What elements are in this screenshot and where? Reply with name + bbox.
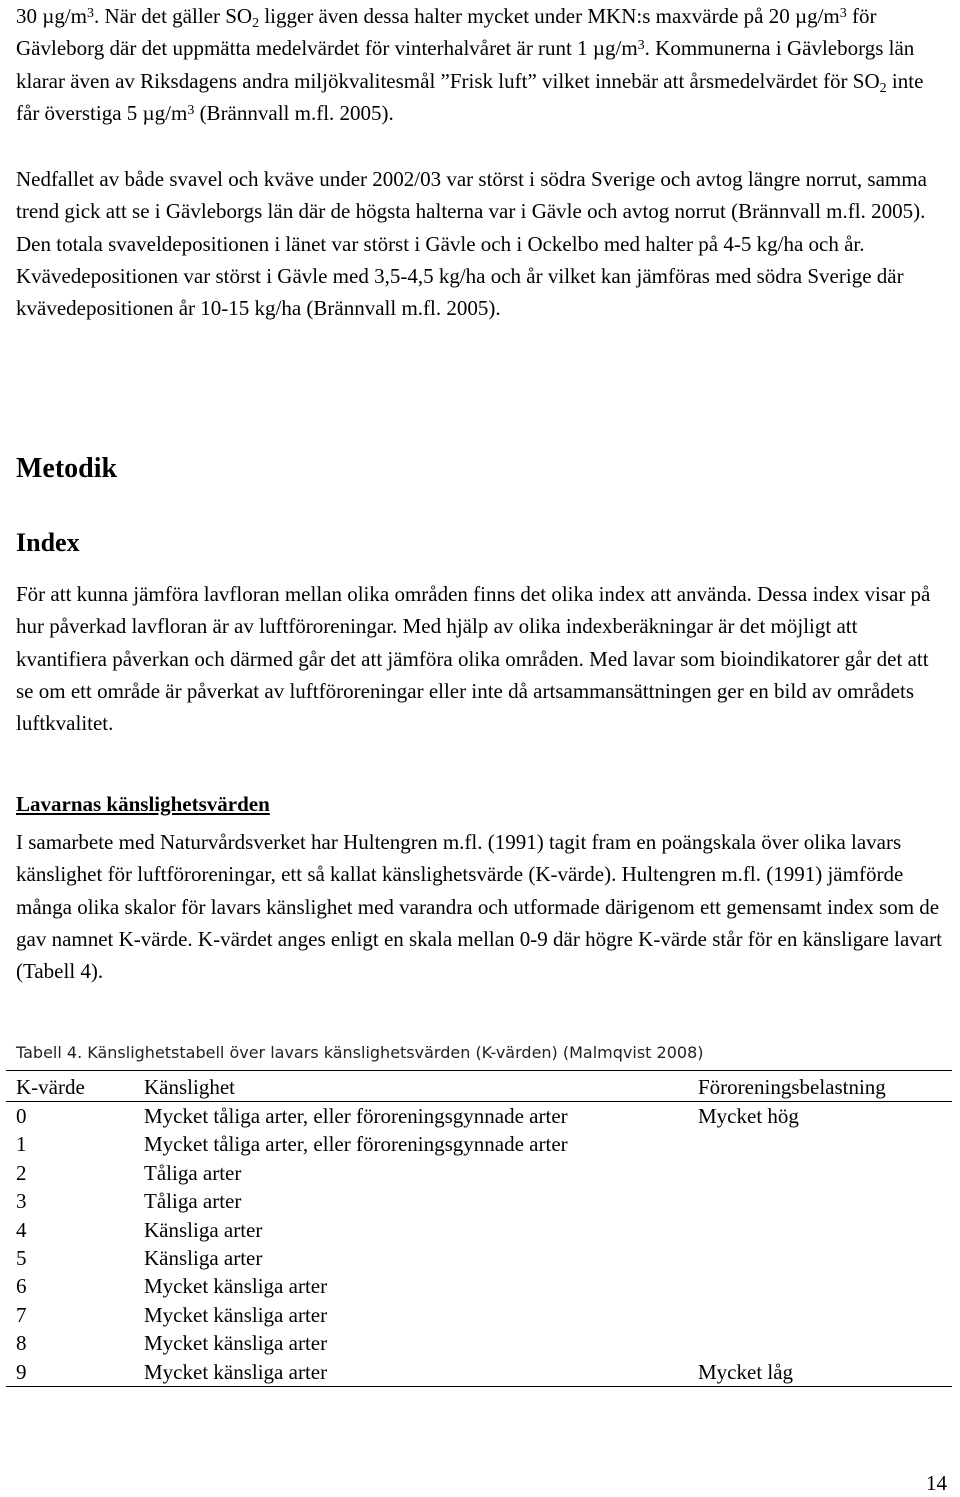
table-caption: Tabell 4. Känslighetstabell över lavars känslighetsvärden (K-värden) (Malmqvist 2008) — [16, 1043, 704, 1062]
cell-sensitivity: Mycket tåliga arter, eller föroreningsgynnade arter — [144, 1132, 568, 1157]
table-row — [6, 1159, 952, 1187]
table-row — [6, 1329, 952, 1357]
cell-sensitivity: Känsliga arter — [144, 1217, 263, 1242]
cell-k-value: 0 — [16, 1104, 27, 1128]
table-row — [6, 1130, 952, 1158]
cell-pollution-load: Mycket hög — [698, 1104, 799, 1128]
table-row — [6, 1301, 952, 1329]
paragraph-k-value: I samarbete med Naturvårdsverket har Hultengren m.fl. (1991) tagit fram en poängskala över olika lavars känslighet för luftföroreningar, ett så kallat känslighetsvärde (K-värde). Hultengren m.fl. (1991) jämförde många olika skalor för lavars känslighet med varandra och utformade därigenom ett gemensamt index som de gav namnet K-värde. K-värdet anges enligt en skala mellan 0-9 där högre K-värde står för en känsligare lavart (Tabell 4). — [16, 830, 942, 984]
paragraph-index: För att kunna jämföra lavfloran mellan olika områden finns det olika index att använda. Dessa index visar på hur påverkad lavfloran är av luftföroreningar. Med hjälp av olika indexberäkningar är det möjligt att kvantifiera påverkan och därmed går det att jämföra olika områden. Med lavar som bioindikatorer går det att se om ett område är påverkat av luftföroreningar eller inte då artsammansättningen ger en bild av områdets luftkvalitet. — [16, 582, 931, 736]
table-header-row — [6, 1071, 952, 1102]
heading-metodik: Metodik — [16, 453, 118, 484]
heading-lavarnas: Lavarnas känslighetsvärden — [16, 792, 270, 816]
table-row — [6, 1187, 952, 1215]
cell-k-value: 2 — [16, 1160, 27, 1185]
header-sensitivity: Känslighet — [144, 1075, 235, 1099]
cell-k-value: 5 — [16, 1245, 27, 1270]
cell-k-value: 6 — [16, 1274, 27, 1299]
cell-k-value: 8 — [16, 1331, 27, 1356]
sensitivity-table — [6, 1070, 952, 1387]
table-row — [6, 1244, 952, 1272]
cell-pollution-load: Mycket låg — [698, 1359, 794, 1384]
cell-sensitivity: Tåliga arter — [144, 1189, 242, 1214]
cell-k-value: 3 — [16, 1189, 27, 1214]
header-k-value: K-värde — [16, 1075, 85, 1099]
table-row — [6, 1272, 952, 1300]
cell-sensitivity: Mycket känsliga arter — [144, 1274, 328, 1299]
cell-sensitivity: Tåliga arter — [144, 1160, 242, 1185]
cell-sensitivity: Mycket känsliga arter — [144, 1331, 328, 1356]
paragraph-air-quality: 30 $\mu g/m^3$. När det gäller $SO_2$ ligger även dessa halter mycket under MKN:s maxvärde på 20 $\mu g/m^3$ för Gävleborg där det uppmätta medelvärdet för vinterhalvåret är runt 1 $\mu g/m^3$. Kommunerna i Gävleborgs län klarar även av Riksdagens andra miljökvalitesmål ”Frisk luft” vilket innebär att årsmedelvärdet för $SO_2$ inte får överstiga 5 $\mu g/m^3$ (Brännvall m.fl. 2005). — [16, 4, 924, 125]
cell-k-value: 7 — [16, 1302, 27, 1327]
page-number: 14 — [926, 1471, 947, 1495]
cell-sensitivity: Mycket känsliga arter — [144, 1302, 328, 1327]
paragraph-deposition: Nedfallet av både svavel och kväve under 2002/03 var störst i södra Sverige och avtog längre norrut, samma trend gick att se i Gävleborgs län där de högsta halterna var i Gävle och avtog norrut (Brännvall m.fl. 2005). Den totala svaveldepositionen i länet var störst i Gävle och i Ockelbo med halter på 4-5 kg/ha och år. Kvävedepositionen var störst i Gävle med 3,5-4,5 kg/ha och år vilket kan jämföras med södra Sverige där kvävedepositionen år 10-15 kg/ha (Brännvall m.fl. 2005). — [16, 167, 927, 321]
cell-sensitivity: Mycket känsliga arter — [144, 1359, 328, 1384]
table-row — [6, 1216, 952, 1244]
cell-sensitivity: Mycket tåliga arter, eller föroreningsgynnade arter — [144, 1104, 568, 1128]
cell-sensitivity: Känsliga arter — [144, 1245, 263, 1270]
table-row — [6, 1102, 952, 1130]
cell-k-value: 4 — [16, 1217, 27, 1242]
cell-k-value: 9 — [16, 1359, 27, 1384]
header-pollution-load: Föroreningsbelastning — [698, 1075, 886, 1099]
heading-index: Index — [16, 528, 80, 557]
cell-k-value: 1 — [16, 1132, 27, 1157]
table-row — [6, 1358, 952, 1386]
